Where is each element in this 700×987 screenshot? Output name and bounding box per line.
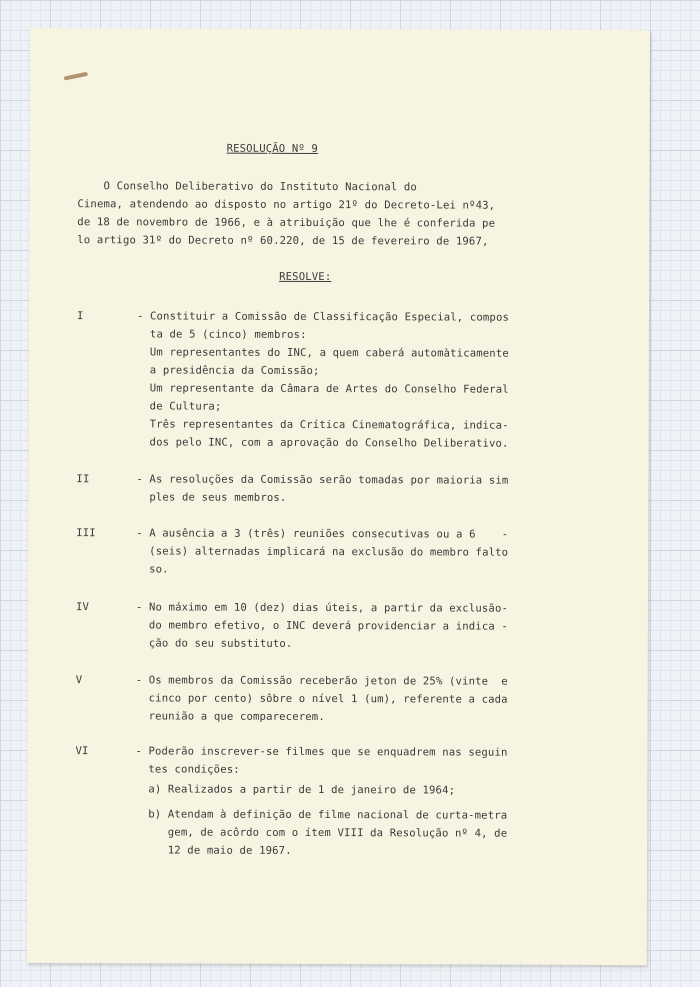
article-numeral: II bbox=[76, 473, 90, 486]
staple-mark bbox=[64, 72, 88, 81]
article-dash: - bbox=[136, 527, 143, 540]
condition-item-a: a) Realizados a partir de 1 de janeiro de 1964; bbox=[148, 783, 456, 797]
article-numeral: V bbox=[75, 674, 83, 687]
article-text: No máximo em 10 (dez) dias úteis, a partir da exclusão- do membro efetivo, o INC deverá providenciar a indica - ção do seu substituto. bbox=[148, 601, 509, 650]
article-text: A ausência a 3 (três) reuniões consecutivas ou a 6 - (seis) alternadas implicará na exclusão do membro falto so. bbox=[149, 527, 509, 576]
condition-item-b: b) Atendam à definição de filme nacional de curta-metra gem, de acôrdo com o ítem VIII da Resolução nº 4, de 12 de maio de 1967. bbox=[148, 808, 508, 857]
intro-paragraph: O Conselho Deliberativo do Instituto Nacional do Cinema, atendendo ao disposto no artigo 21º do Decreto-Lei nº43, de 18 de novembro de 1966, e à atribuição que lhe é conferida pe lo artigo 31º do Decreto nº 60.220, de 15 de fevereiro de 1967, bbox=[77, 180, 496, 248]
article-item-i bbox=[76, 307, 617, 450]
document-title: RESOLUÇÃO Nº 9 bbox=[226, 142, 319, 156]
article-text: Os membros da Comissão receberão jeton de 25% (vinte e cinco por cento) sôbre o nível 1 (um), referente a cada reunião a que comparecerem. bbox=[148, 674, 508, 724]
article-dash: - bbox=[135, 745, 143, 758]
resolve-heading: RESOLVE: bbox=[279, 270, 332, 284]
article-numeral: I bbox=[76, 310, 84, 323]
article-dash: - bbox=[136, 310, 144, 323]
article-dash: - bbox=[135, 674, 143, 687]
article-numeral: III bbox=[76, 527, 96, 540]
article-dash: - bbox=[135, 601, 143, 614]
article-dash: - bbox=[136, 473, 143, 486]
article-numeral: IV bbox=[75, 601, 90, 614]
article-numeral: VI bbox=[75, 745, 89, 758]
article-text: As resoluções da Comissão serão tomadas por maioria sim ples de seus membros. bbox=[149, 473, 509, 504]
article-text: Constituir a Comissão de Classificação Especial, compos ta de 5 (cinco) membros: Um representantes do INC, a quem caberá automàticamente a presidência da Comissão; Um representante da Câmara de Artes do Conselho Federal de Cultura; Três representantes da Crítica Cinematográfica, indica- dos pelo INC, com a aprovação do Conselho Deliberativo. bbox=[149, 310, 510, 450]
typed-document-page bbox=[27, 28, 650, 965]
article-text: Poderão inscrever-se filmes que se enquadrem nas seguin tes condições: bbox=[148, 745, 508, 776]
